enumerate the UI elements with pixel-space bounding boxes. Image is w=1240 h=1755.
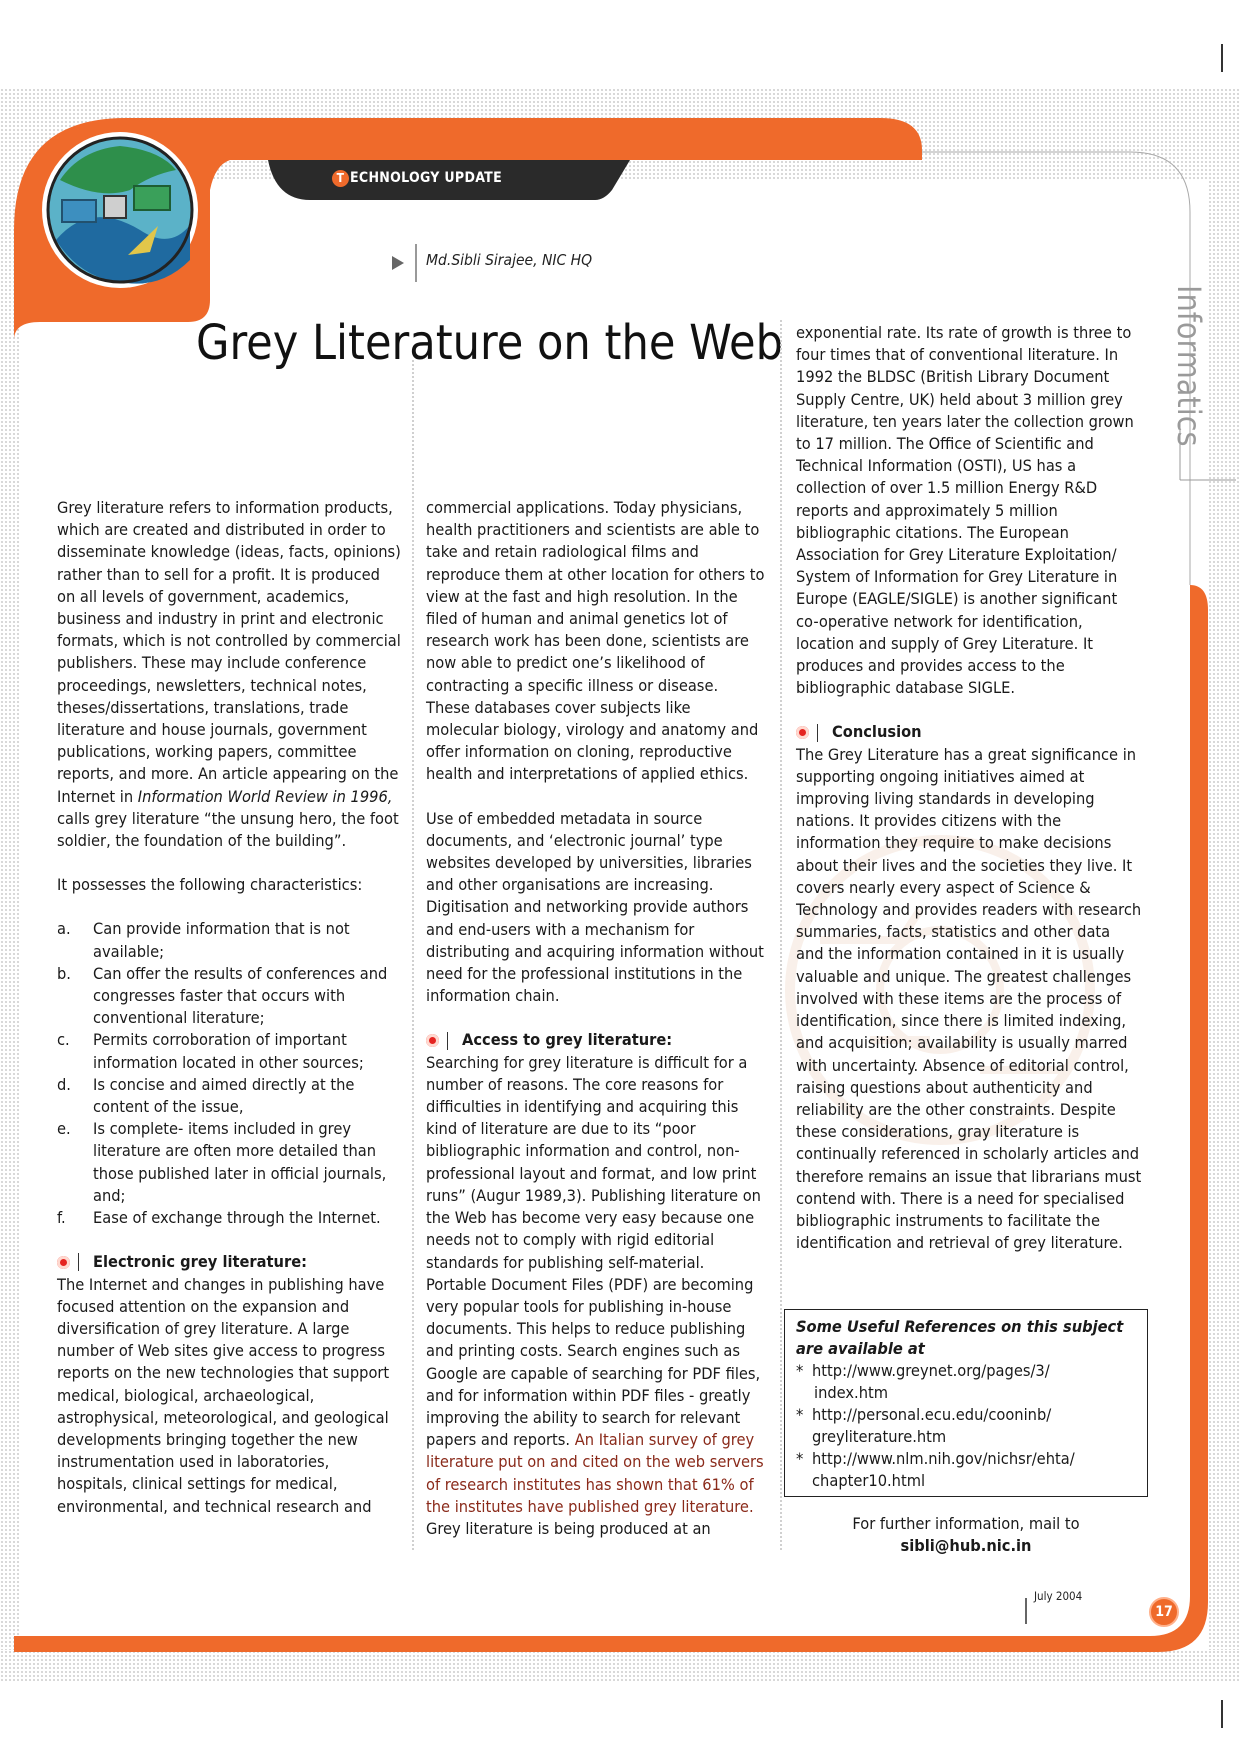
reference-item: * http://www.greynet.org/pages/3/ index.htm — [796, 1361, 1050, 1402]
side-label-box — [1170, 285, 1210, 455]
list-item: e. Is complete- items included in grey literature are often more detailed than those published later in official journals, and; — [57, 1119, 387, 1205]
column-divider-1 — [412, 360, 414, 1550]
section-heading: Electronic grey literature: — [57, 1251, 402, 1273]
bullet-icon — [426, 1034, 439, 1047]
contact-line: For further information, mail to — [852, 1514, 1080, 1533]
list-item: a. Can provide information that is not available; — [57, 919, 350, 961]
metadata-paragraph: Use of embedded metadata in source documents, and ‘electronic journal’ type websites developed by universities, libraries and other organisations are increasing. Digitisation and networking provide authors and end-users with a mechanism for distributing and acquiring information without need for the professional institutions in the information chain. — [426, 808, 764, 1006]
contact-email: sibli@hub.nic.in — [900, 1536, 1032, 1555]
section-tab — [332, 166, 502, 190]
reference-item: * http://personal.ecu.edu/cooninb/ greyliterature.htm — [796, 1405, 1052, 1446]
author-byline: Md.Sibli Sirajee, NIC HQ — [426, 251, 593, 269]
section-heading: Access to grey literature: — [426, 1029, 766, 1051]
list-item: b. Can offer the results of conferences and congresses faster that occurs with conventional literature; — [57, 963, 388, 1028]
growth-paragraph: exponential rate. Its rate of growth is three to four times that of conventional literature. In 1992 the BLDSC (British Library Document Supply Centre, UK) held about 3 million grey literature, ten years later the collection grown to 17 million. The Office of Scientific and Technical Information (OSTI), US has a collection of over 1.5 million Energy R&D reports and approximately 5 million bibliographic citations. The European Association for Grey Literature Exploitation/ System of Information for Grey Literature in Europe (EAGLE/SIGLE) is another significant co-operative network for identification, location and supply of Grey Literature. It produces and provides access to the bibliographic database SIGLE. — [796, 323, 1134, 698]
list-item: d. Is concise and aimed directly at the content of the issue, — [57, 1074, 355, 1117]
list-item: f. Ease of exchange through the Internet. — [57, 1208, 381, 1228]
contact-block — [784, 1513, 1148, 1557]
highlighted-text: An Italian survey of grey literature put on and cited on the web servers of research institutes has shown that 61% of the institutes have published grey literature. — [426, 1430, 764, 1516]
page-title: Grey Literature on the Web — [196, 315, 783, 371]
column-2 — [426, 497, 766, 1540]
section-initial: T — [332, 170, 349, 187]
references-heading: Some Useful References on this subject are available at — [796, 1317, 1124, 1358]
intro-text: Grey literature refers to information products, which are created and distributed in order to disseminate knowledge (ideas, facts, opinions) rather than to sell for a profit. It is produced on all levels of government, academics, business and industry in print and electronic formats, which is not controlled by commercial publishers. These may include conference proceedings, newsletters, technical notes, theses/dissertations, translations, trade literature and house journals, government publications, working papers, committee reports, and more. An article appearing on the Internet in — [57, 498, 401, 806]
characteristics-intro: It possesses the following characteristics: — [57, 875, 363, 895]
column-3 — [796, 322, 1142, 1254]
characteristics-list — [57, 918, 402, 1229]
intro-end: calls grey literature “the unsung hero, the foot soldier, the foundation of the building”. — [57, 808, 399, 851]
section-label: ECHNOLOGY UPDATE — [350, 170, 502, 186]
section-heading: Conclusion — [796, 721, 1142, 743]
access-paragraph: Searching for grey literature is difficult for a number of reasons. The core reasons for difficulties in identifying and acquiring this kind of literature are due to its “poor bibliographic information and control, non-professional layout and format, and low print runs” (Augur 1989,3). Publishing literature on the Web has become very easy because one needs not to comply with rigid editorial standards for publishing self-material. Portable Document Files (PDF) are becoming very popular tools for publishing in-house documents. This helps to reduce publishing and printing costs. Search engines such as Google are capable of searching for PDF files, and for information within PDF files - greatly improving the ability to search for relevant papers and reports. An Italian survey of grey literature put on and cited on the web servers of research institutes has shown that 61% of the institutes have published grey literature. Grey literature is being produced at an — [426, 1052, 764, 1538]
bullet-icon — [57, 1256, 70, 1269]
intro-italic: Information World Review in 1996, — [137, 786, 393, 806]
footer-date: July 2004 — [1034, 1589, 1083, 1603]
electronic-paragraph: The Internet and changes in publishing have focused attention on the expansion and diversification of grey literature. A large number of Web sites give access to progress reports on the new technologies that support medical, biological, archaeological, astrophysical, meteorological, and geological developments bringing together the new instrumentation used in laboratories, hospitals, clinical settings for medical, environmental, and technical research and — [57, 1274, 390, 1516]
bullet-icon — [796, 726, 809, 739]
references-box — [784, 1309, 1148, 1497]
intro-paragraph — [57, 497, 402, 852]
side-label: Informatics — [1170, 285, 1208, 447]
page-number: 17 — [1155, 1604, 1173, 1620]
applications-paragraph: commercial applications. Today physicians, health practitioners and scientists are able to take and retain radiological films and reproduce them at other location for others to view at the fast and high resolution. In the filed of human and animal genetics lot of research work has been done, scientists are now able to predict one’s likelihood of contracting a specific illness or disease. These databases cover subjects like molecular biology, virology and anatomy and offer information on cloning, reproductive health and interpretations of applied ethics. — [426, 498, 765, 784]
list-item: c. Permits corroboration of important information located in other sources; — [57, 1030, 364, 1072]
column-divider-2 — [780, 320, 782, 1550]
conclusion-paragraph: The Grey Literature has a great significance in supporting ongoing initiatives aimed at improving living standards in developing nations. It provides citizens with the information they require to make decisions about their lives and the societies they live. It covers nearly every aspect of Science & Technology and provides readers with research summaries, facts, statistics and other data and the information contained in it is usually valuable and unique. The greatest challenges involved with these items are the process of identification, since there is limited indexing, and acquisition; availability is usually marred with uncertainty. Absence of editorial control, raising questions about authenticity and reliability are the other constraints. Despite these considerations, gray literature is continually referenced in scholarly articles and therefore remains an issue that librarians must contend with. There is a need for specialised bibliographic instruments to facilitate the identification and retrieval of grey literature. — [796, 744, 1142, 1253]
reference-item: * http://www.nlm.nih.gov/nichsr/ehta/ chapter10.html — [796, 1449, 1075, 1490]
column-1 — [57, 497, 402, 1518]
